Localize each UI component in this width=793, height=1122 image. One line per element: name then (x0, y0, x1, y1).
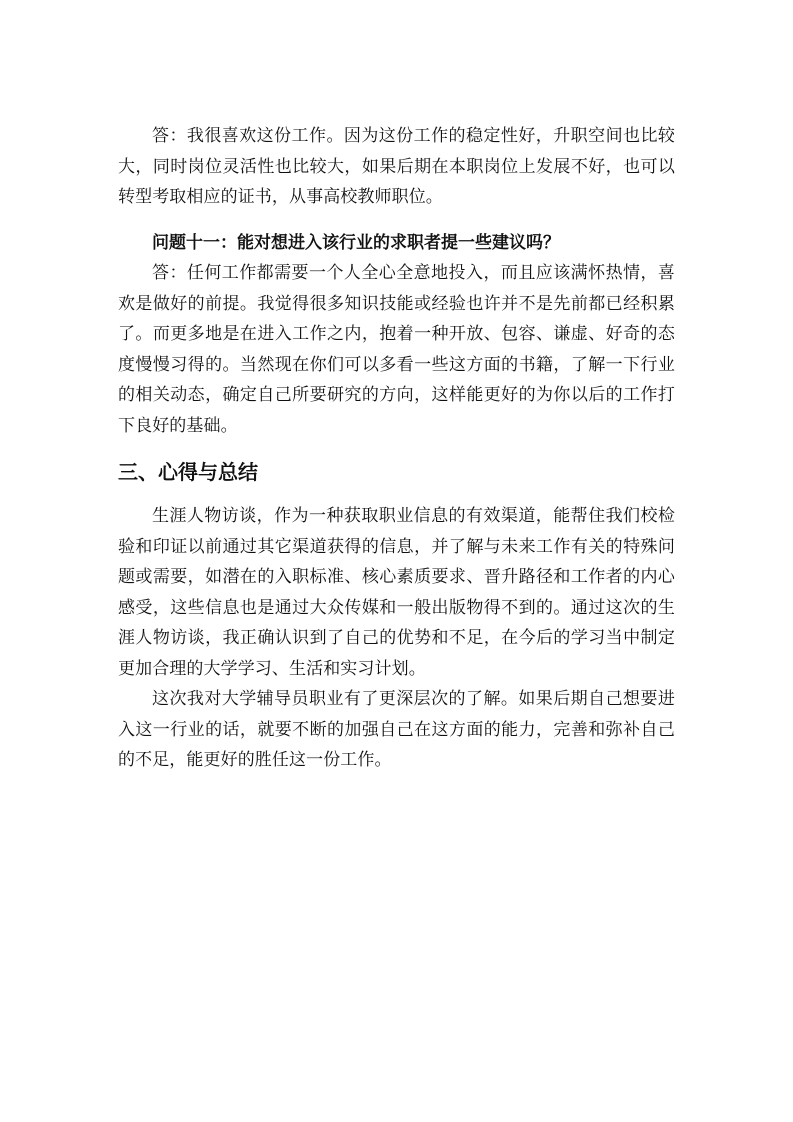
summary-paragraph: 生涯人物访谈，作为一种获取职业信息的有效渠道，能帮住我们校检验和印证以前通过其它渠道获得的信息，并了解与未来工作有关的特殊问题或需要，如潜在的入职标准、核心素质要求、晋升路径和工作者的内心感受，这些信息也是通过大众传媒和一般出版物得不到的。通过这次的生涯人物访谈，我正确认识到了自己的优势和不足，在今后的学习当中制定更加合理的大学学习、生活和实习计划。 (118, 506, 675, 679)
document-body (118, 121, 675, 776)
question-heading: 问题十一：能对想进入该行业的求职者提一些建议吗？ (152, 232, 560, 253)
answer-paragraph: 答：任何工作都需要一个人全心全意地投入，而且应该满怀热情，喜欢是做好的前提。我觉得很多知识技能或经验也许并不是先前都已经积累了。而更多地是在进入工作之内，抱着一种开放、包容、谦虚、好奇的态度慢慢习得的。当然现在你们可以多看一些这方面的书籍，了解一下行业的相关动态，确定自己所要研究的方向，这样能更好的为你以后的工作打下良好的基础。 (118, 263, 675, 436)
summary-paragraph: 这次我对大学辅导员职业有了更深层次的了解。如果后期自己想要进入这一行业的话，就要不断的加强自己在这方面的能力，完善和弥补自己的不足，能更好的胜任这一份工作。 (118, 689, 675, 770)
section-title: 三、心得与总结 (118, 460, 258, 484)
answer-paragraph: 答：我很喜欢这份工作。因为这份工作的稳定性好，升职空间也比较大，同时岗位灵活性也比较大，如果后期在本职岗位上发展不好，也可以转型考取相应的证书，从事高校教师职位。 (118, 126, 675, 207)
